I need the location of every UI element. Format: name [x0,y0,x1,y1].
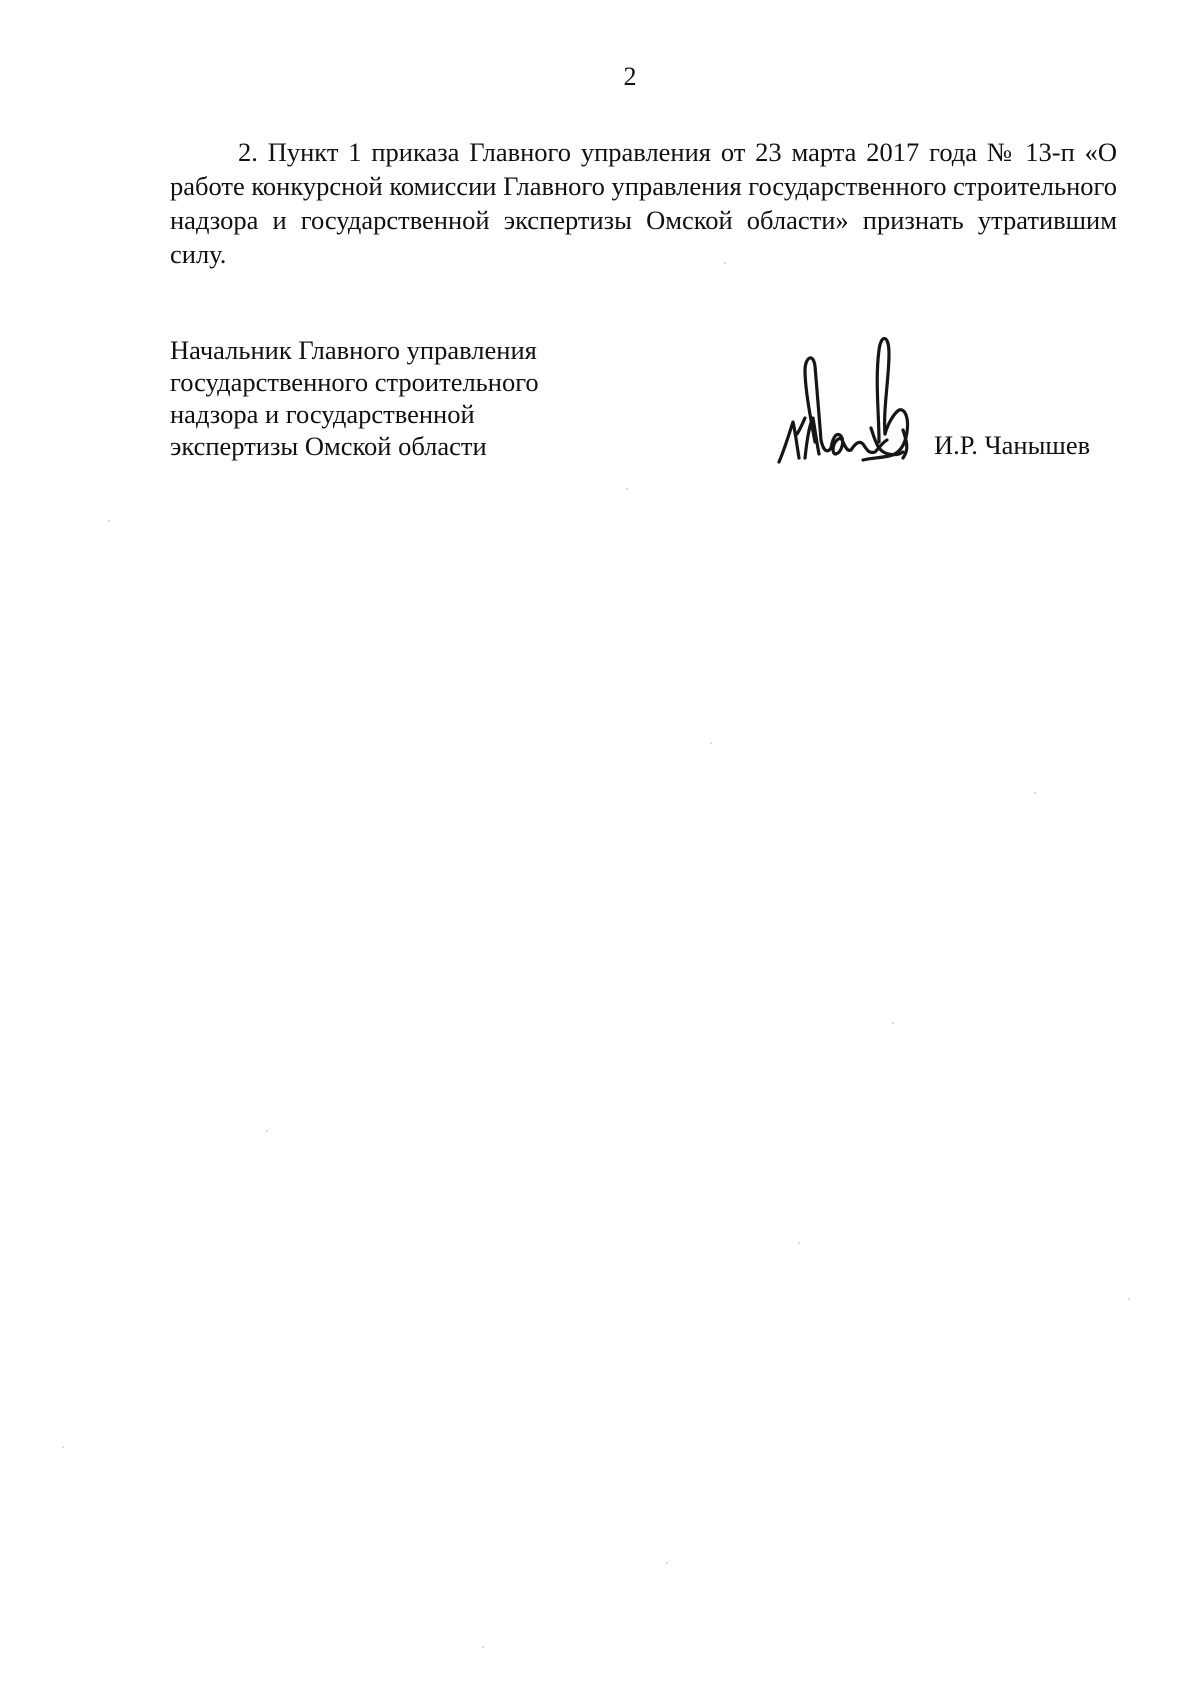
scan-speck [892,1022,894,1024]
scan-speck [626,488,628,490]
scan-speck [724,262,726,264]
signatory-position-line: экспертизы Омской области [170,431,487,461]
handwritten-signature [775,330,925,475]
scan-speck [1034,792,1036,794]
scan-speck [266,1130,268,1132]
scan-speck [710,742,712,744]
signatory-position-line: надзора и государственной [170,399,475,429]
scan-speck [108,520,110,522]
page-number: 2 [623,62,637,91]
scan-speck [482,1646,484,1648]
scan-speck [798,1242,800,1244]
scan-speck [1128,1298,1130,1300]
scan-speck [62,1446,64,1448]
signatory-position-line: государственного строительного [170,367,539,397]
order-paragraph: 2. Пункт 1 приказа Главного управления от 23 марта 2017 года № 13-п «О работе конкурсной комиссии Главного управления государственного строительного надзора и государственной экспертизы Омской области» признать утратившим силу. [170,137,1117,269]
scan-speck [666,1562,668,1564]
signatory-name: И.Р. Чанышев [934,430,1091,460]
signatory-position-line: Начальник Главного управления [170,335,537,365]
signatory-position [170,334,590,462]
